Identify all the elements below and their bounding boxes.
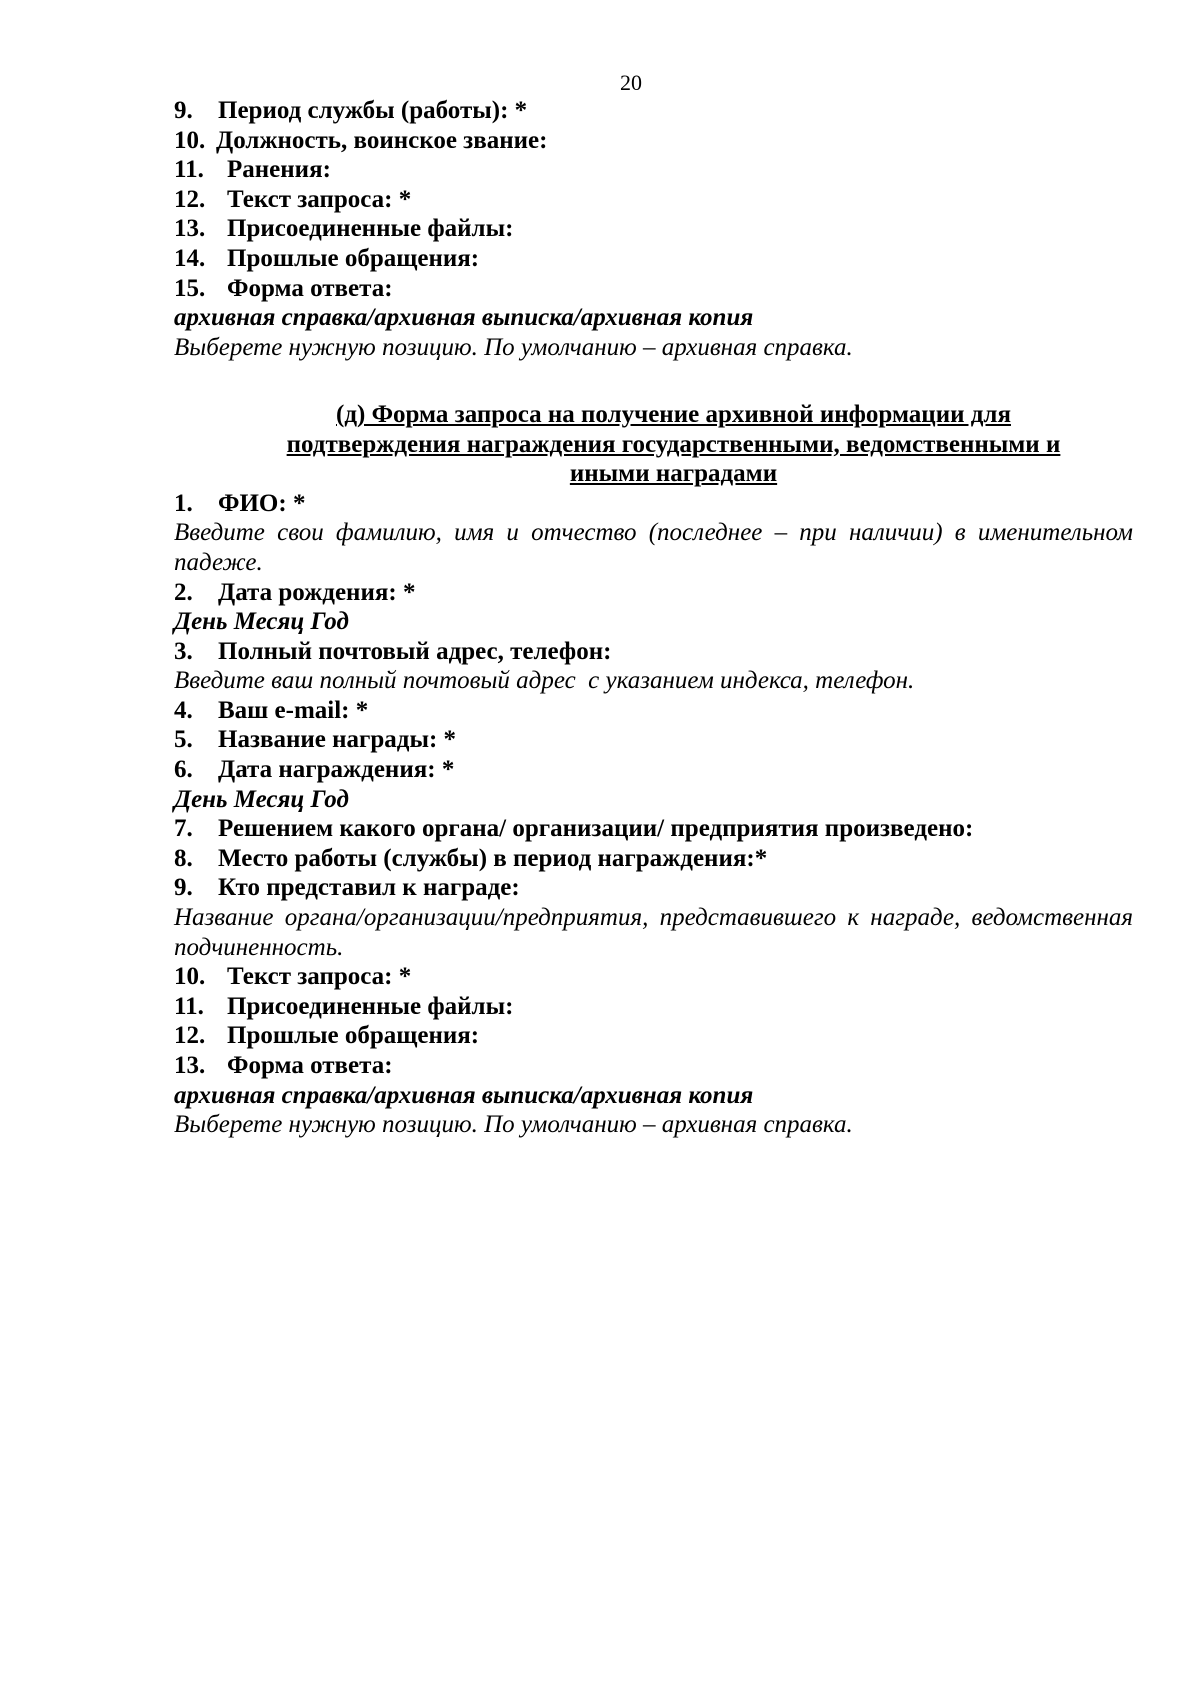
answer-options: архивная справка/архивная выписка/архивная копия xyxy=(174,304,754,332)
item-number: 14. xyxy=(174,244,206,272)
item-number: 3. xyxy=(174,637,193,665)
item-number: 5. xyxy=(174,726,193,754)
item-number: 11. xyxy=(174,156,204,184)
blank-line xyxy=(174,362,1133,392)
item-number: 8. xyxy=(174,844,193,872)
list-item xyxy=(174,873,1133,903)
list-item xyxy=(174,814,1133,844)
list-item xyxy=(174,155,1133,185)
list-item xyxy=(174,962,1133,992)
document-body xyxy=(174,96,1133,1140)
item-number: 13. xyxy=(174,215,206,243)
fio-hint: Введите свои фамилию, имя и отчество (последнее – при наличии) в именительном падеже. xyxy=(174,519,1133,576)
item-label: Прошлые обращения: xyxy=(227,244,480,272)
nominator-hint: Название органа/организации/предприятия, представившего к награде, ведомственная подчиненность. xyxy=(174,904,1133,961)
list-item xyxy=(174,489,1133,519)
item-number: 9. xyxy=(174,97,193,124)
answer-hint: Выберете нужную позицию. По умолчанию – архивная справка. xyxy=(174,1111,853,1139)
birth-date-format: День Месяц Год xyxy=(174,608,349,636)
item-number: 15. xyxy=(174,274,206,302)
item-label: Форма ответа: xyxy=(227,274,393,302)
section-heading-line: иными наградами xyxy=(569,460,778,488)
award-date-format: День Месяц Год xyxy=(174,785,349,813)
section-heading-line: подтверждения награждения государственными, ведомственными и xyxy=(286,430,1061,458)
item-label: Полный почтовый адрес, телефон: xyxy=(218,637,612,665)
item-number: 6. xyxy=(174,756,193,784)
item-label: Текст запроса: * xyxy=(227,185,412,213)
list-item xyxy=(174,725,1133,755)
item-label: ФИО: * xyxy=(218,489,306,517)
section-heading-line: (д) Форма запроса на получение архивной информации для xyxy=(336,400,1011,428)
list-item xyxy=(174,214,1133,244)
item-label: Присоединенные файлы: xyxy=(227,992,514,1020)
item-number: 1. xyxy=(174,489,193,517)
item-number: 7. xyxy=(174,815,193,843)
list-item xyxy=(174,1021,1133,1051)
item-label: Форма ответа: xyxy=(227,1052,393,1079)
address-hint: Введите ваш полный почтовый адрес с указанием индекса, телефон. xyxy=(174,667,915,695)
list-item xyxy=(174,1051,1133,1081)
list-item xyxy=(174,96,1133,126)
list-item xyxy=(174,755,1133,785)
item-number: 10. xyxy=(174,963,206,991)
item-number: 13. xyxy=(174,1052,206,1079)
item-number: 4. xyxy=(174,696,193,724)
list-item xyxy=(174,126,1133,156)
list-item xyxy=(174,696,1133,726)
item-label: Текст запроса: * xyxy=(227,963,412,991)
item-number: 9. xyxy=(174,874,193,902)
item-label: Присоединенные файлы: xyxy=(227,215,514,243)
item-label: Ранения: xyxy=(227,156,331,184)
item-label: Прошлые обращения: xyxy=(227,1022,480,1050)
list-item xyxy=(174,274,1133,304)
item-number: 12. xyxy=(174,1022,206,1050)
item-number: 10. xyxy=(174,126,206,154)
item-label: Кто представил к награде: xyxy=(218,874,520,902)
item-label: Дата награждения: * xyxy=(218,756,455,784)
list-item xyxy=(174,185,1133,215)
list-item xyxy=(174,578,1133,608)
page-number: 20 xyxy=(620,70,642,95)
item-number: 12. xyxy=(174,185,206,213)
answer-hint: Выберете нужную позицию. По умолчанию – архивная справка. xyxy=(174,333,853,361)
item-label: Место работы (службы) в период награждения:* xyxy=(218,844,768,872)
section-heading xyxy=(174,400,1133,489)
list-item xyxy=(174,992,1133,1022)
answer-options: архивная справка/архивная выписка/архивная копия xyxy=(174,1081,754,1109)
item-label: Решением какого органа/ организации/ предприятия произведено: xyxy=(218,815,974,843)
item-number: 2. xyxy=(174,578,193,606)
item-label: Ваш e-mail: * xyxy=(218,696,369,724)
item-label: Период службы (работы): * xyxy=(218,97,528,124)
list-item xyxy=(174,844,1133,874)
item-label: Название награды: * xyxy=(218,726,457,754)
item-label: Дата рождения: * xyxy=(218,578,416,606)
list-item xyxy=(174,244,1133,274)
list-item xyxy=(174,637,1133,667)
item-label: Должность, воинское звание: xyxy=(216,126,548,154)
item-number: 11. xyxy=(174,992,204,1020)
